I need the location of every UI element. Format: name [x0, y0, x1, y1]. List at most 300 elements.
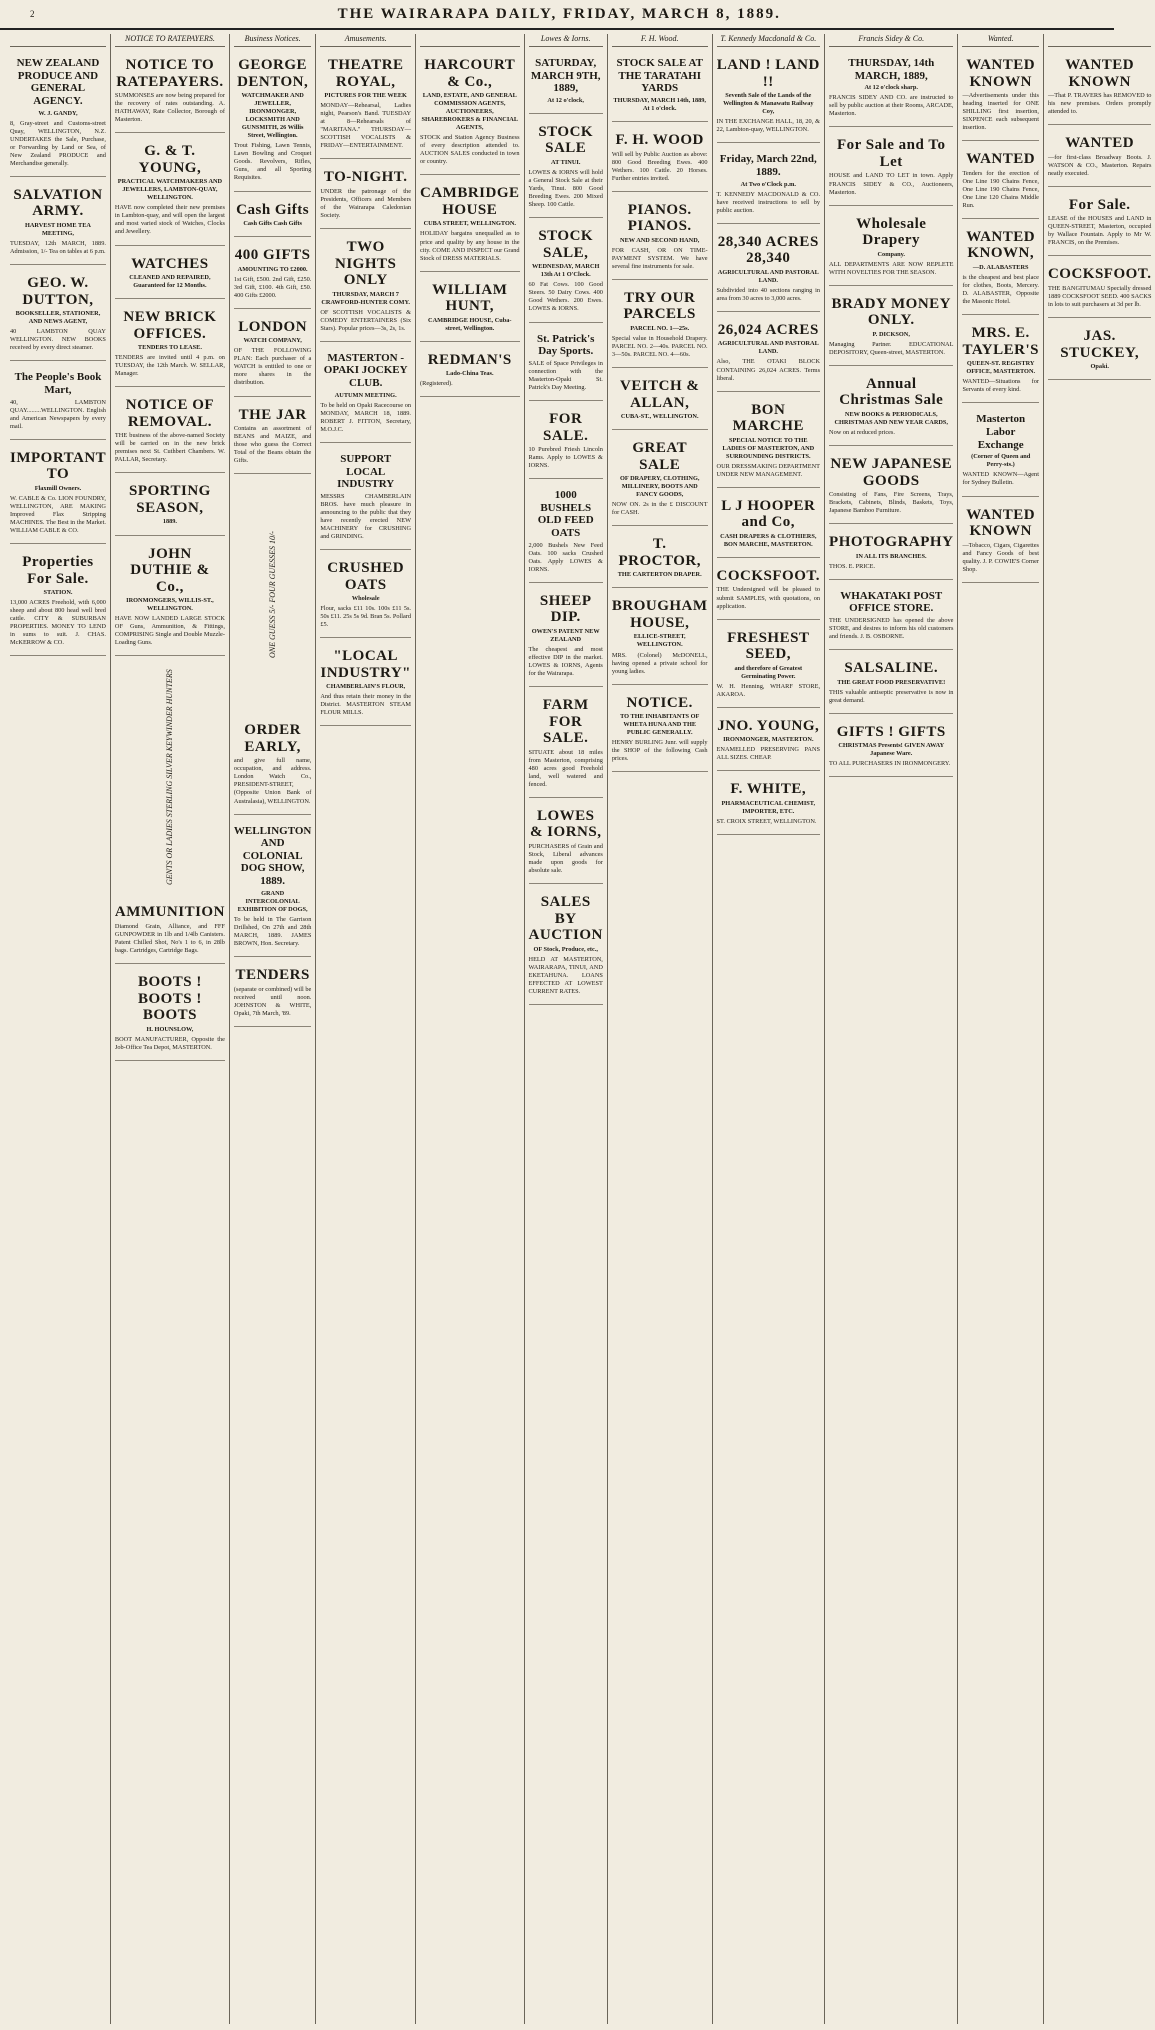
ad-body: THE UNDERSIGNED has opened the above STORE, and desires to inform his old customers and friends. J. B. OSBORNE. [829, 617, 954, 641]
ad-body: MESSRS CHAMBERLAIN BROS. have much pleasure in announcing to the public that they have recently erected NEW MACHINERY for CRUSHING and GRINDING. [320, 492, 412, 541]
advertisement [234, 961, 311, 1027]
advertisement [529, 802, 603, 884]
ad-heading: WANTED KNOWN [1065, 57, 1135, 90]
advertisement [529, 587, 603, 687]
ad-body: To be held on Opaki Racecourse on MONDAY, MARCH 18, 1889. ROBERT J. FITTON, Secretary, M.O.J.C. [320, 401, 412, 433]
advertisement [234, 401, 311, 475]
ad-body: —That P. TRAVERS has REMOVED to his new premises. Orders promptly attended to. [1047, 92, 1152, 116]
column-9 [825, 34, 958, 2024]
ad-heading: NOTICE TO RATEPAYERS. [116, 57, 224, 90]
ad-body: IN THE EXCHANGE HALL, 18, 20, & 22, Lambton-quay, WELLINGTON. [716, 118, 821, 134]
ad-subheading: CUBA-ST., WELLINGTON. [620, 413, 699, 421]
ad-heading: NEW BRICK OFFICES. [123, 309, 217, 342]
ad-heading: The People's Book Mart, [14, 371, 102, 396]
ad-body: (Registered). [420, 380, 453, 388]
ad-heading: G. & T. YOUNG, [138, 143, 202, 176]
ad-body: PURCHASERS of Grain and Stock, Liberal advances made upon goods for absolute sale. [528, 842, 603, 875]
ad-heading: NOTICE. [626, 694, 693, 711]
advertisement [529, 405, 603, 479]
advertisement [1048, 129, 1151, 187]
advertisement [529, 483, 603, 583]
ad-body: THE BANGITUMAU Specially dressed 1889 COCKSFOOT SEED. 400 SACKS in lots to suit purchasers at 3d per lb. [1047, 284, 1152, 309]
advertisement [1048, 260, 1151, 318]
ad-heading: GEO. W. DUTTON, [22, 275, 94, 308]
ad-subheading: PICTURES FOR THE WEEK [324, 92, 407, 99]
ad-body: is the cheapest and best place for clothes, Boots, Mercery. D. ALABASTER, Opposite the Masonic Hotel. [962, 274, 1039, 306]
column-header: F. H. Wood. [612, 34, 708, 47]
vertical-guess-banner: ONE GUESS 5/- FOUR GUESSES 10/- [268, 531, 278, 659]
ad-subheading: AMOUNTING TO £2000. [237, 265, 308, 273]
advertisement [420, 179, 520, 271]
ad-subheading: CHRISTMAS Presents! GIVEN AWAY Japanese Ware. [838, 742, 945, 758]
ad-subheading: GRAND INTERCOLONIAL EXHIBITION OF DOGS, [237, 889, 308, 913]
ad-subheading: OWEN'S PATENT NEW ZEALAND [531, 627, 600, 643]
ad-body: Tenders for the erection of One Line 190 Chains Fence, One Line 190 Chains Fence, One Line 120 Chains Middle Run. [962, 169, 1039, 209]
ad-body: W. CABLE & Co. LION FOUNDRY, WELLINGTON, ARE MAKING Improved Flax Stripping MACHINES. The Best in the Market. WILLIAM CABLE & CO. [10, 494, 106, 535]
ad-body: SALE of Space Privileges in connection with the Masterton-Opaki St. Patrick's Day Meeting. [528, 359, 603, 391]
advertisement [962, 145, 1039, 219]
ad-heading: COCKSFOOT. [716, 567, 821, 584]
advertisement [320, 554, 411, 638]
advertisement [420, 51, 520, 175]
ad-subheading: QUEEN-ST. REGISTRY OFFICE, MASTERTON. [966, 360, 1036, 376]
ad-heading: HARCOURT & Co., [424, 57, 516, 90]
ad-body: The cheapest and most effective DIP in the market. LOWES & IORNS, Agents for the Wairarapa. [528, 645, 603, 678]
ad-body: SITUATE about 18 miles from Masterton, comprising 480 acres good Freehold land, well watered and fenced. [528, 748, 603, 788]
advertisement [234, 313, 311, 397]
newspaper-title: THE WAIRARAPA DAILY, FRIDAY, MARCH 8, 1889. [337, 5, 781, 22]
ad-heading: FRESHEST SEED, [727, 629, 810, 663]
ad-subheading: LAND, ESTATE, AND GENERAL COMMISSION AGENTS, AUCTIONEERS, SHAREBROKERS & FINANCIAL AGENTS, [421, 92, 519, 132]
advertisement [717, 624, 820, 708]
advertisement [612, 126, 708, 192]
ad-body: LEASE of the HOUSES and LAND in QUEEN-STREET, Masterton, occupied by Wallace Fountain. Apply to Mr W. FRANCIS, on the Premises. [1047, 215, 1152, 247]
ad-subheading: SPECIAL NOTICE TO THE LADIES OF MASTERTON, AND SURROUNDING DISTRICTS. [722, 436, 815, 460]
column-4 [316, 34, 416, 2024]
ad-body: and give full name, occupation, and address. London Watch Co., PRESIDENT-STREET, (Opposite Union Bank of Australasia), WELLINGTON. [233, 757, 312, 805]
column-header: Amusements. [320, 34, 411, 47]
ad-heading: 400 GIFTS [234, 247, 311, 264]
ad-heading: REDMAN'S [427, 351, 512, 368]
ad-subheading: H. HOUNSLOW, [146, 1025, 194, 1033]
ad-heading: WANTED [1065, 135, 1135, 152]
advertisement [234, 196, 311, 238]
ad-heading: WILLIAM HUNT, [432, 281, 508, 315]
ad-heading: TRY OUR PARCELS [623, 289, 696, 323]
ad-subheading: AGRICULTURAL AND PASTORAL LAND. [717, 340, 819, 356]
ad-body: HAVE NOW LANDED LARGE STOCK OF Guns, Ammunition, & Fittings, COMPRISING Single and Double Muzzle-Loading Guns. [114, 615, 225, 647]
advertisement [829, 131, 953, 205]
ad-subheading: NEW AND SECOND HAND, [620, 236, 700, 244]
advertisement [962, 319, 1039, 403]
ad-body: MRS. (Colonel) McDONELL, having opened a private school for young ladies. [611, 651, 708, 675]
advertisement [829, 528, 953, 580]
advertisement [115, 477, 225, 535]
ad-heading: 26,024 ACRES [717, 321, 819, 338]
ad-heading: GREAT SALE [632, 440, 688, 473]
ad-subheading: Company. [877, 250, 905, 258]
ad-subheading: Lado-China Teas. [445, 370, 494, 378]
column-header [420, 34, 520, 47]
advertisement [717, 775, 820, 835]
advertisement [717, 147, 820, 223]
ad-subheading: (Corner of Queen and Perry-sts.) [971, 453, 1031, 469]
ad-body: ENAMELLED PRESERVING PANS ALL SIZES. CHEAP. [716, 746, 821, 762]
ad-heading: SATURDAY, MARCH 9TH, 1889, [530, 57, 601, 95]
ad-heading: Annual Christmas Sale [839, 375, 944, 409]
ad-heading: L J HOOPER and Co, [721, 497, 816, 531]
ad-heading: SPORTING SEASON, [129, 483, 211, 516]
advertisement [612, 530, 708, 588]
ad-body: UNDER the patronage of the Presidents, Officers and Members of the Wairarapa Caledonian Society. [320, 187, 412, 219]
ad-subheading: 1889. [162, 518, 177, 526]
ad-body: —Tobacco, Cigars, Cigarettes and Fancy Goods of best quality. J. P. COWIE'S Corner Shop. [962, 541, 1039, 573]
advertisement [115, 250, 225, 300]
ad-subheading: STATION. [43, 589, 73, 597]
ad-body: THIS valuable antiseptic preservative is now in great demand. [829, 688, 954, 704]
advertisement [115, 51, 225, 133]
masthead [0, 0, 1114, 30]
ad-heading: St. Patrick's Day Sports. [536, 332, 595, 358]
ad-subheading: PARCEL NO. 1—25s. [630, 324, 690, 332]
advertisement [829, 51, 953, 127]
ad-body: TUESDAY, 12th MARCH, 1889. Admission, 1/- Tea on tables at 6 p.m. [10, 239, 106, 256]
ad-subheading: AT TINUI. [551, 158, 581, 166]
ad-heading: T. PROCTOR, [618, 536, 701, 569]
ad-body: HOUSE and LAND TO LET in town. Apply FRANCIS SIDEY & CO., Auctioneers, Masterton. [829, 172, 954, 196]
vertical-watch-banner: GENTS OR LADIES STERLING SILVER KEYWINDER HUNTERS [165, 669, 175, 886]
ad-subheading: AUTUMN MEETING. [334, 391, 397, 399]
ad-subheading: THE CARTERTON DRAPER. [617, 571, 702, 579]
ad-heading: TENDERS [235, 967, 310, 984]
advertisement [612, 592, 708, 684]
ad-heading: Masterton Labor Exchange [976, 413, 1026, 451]
advertisement [829, 450, 953, 524]
advertisement [115, 137, 225, 245]
ad-body: Diamond Grain, Alliance, and FFF GUNPOWDER in 1lb and 1/4lb Canisters. Patent Chilled Shot, No's 1 to 6, in 28lb bags. Cartridges, Cartridge Bags. [114, 922, 225, 954]
column-1 [6, 34, 111, 2024]
ad-heading: GIFTS ! GIFTS [836, 723, 946, 740]
advertisement [829, 718, 953, 778]
ad-subheading: OF DRAPERY, CLOTHING, MILLINERY, BOOTS AND FANCY GOODS, [619, 475, 700, 499]
advertisement [529, 691, 603, 798]
column-header [1048, 34, 1151, 47]
ad-subheading: THURSDAY, MARCH 7 CRAWFORD-HUNTER COMY. [321, 290, 410, 306]
advertisement [612, 196, 708, 280]
advertisement [115, 898, 225, 964]
ad-heading: "LOCAL INDUSTRY" [320, 648, 412, 681]
ad-heading: F. H. WOOD [615, 132, 704, 149]
ad-body: MONDAY—Rehearsal, Ladies night, Pearson's Band. TUESDAY at 8—Rehearsals of "MARITANA." THURSDAY—SCOTTISH VOCALISTS & FRIDAY—ENTERTAINMENT. [320, 102, 412, 150]
ad-subheading: Flaxmill Owners. [34, 484, 82, 492]
ad-subheading: W. J. GANDY, [38, 109, 78, 117]
column-8 [713, 34, 825, 2024]
ad-body: Special value in Household Drapery. PARCEL NO. 2—40s. PARCEL NO. 3—50s. PARCEL NO. 4—60s. [611, 334, 708, 359]
ad-heading: NOTICE OF REMOVAL. [125, 397, 215, 430]
column-3 [230, 34, 316, 2024]
ad-body: T. KENNEDY MACDONALD & CO. have received instructions to sell by public auction. [716, 190, 821, 214]
ad-body: 40, LAMBTON QUAY.........WELLINGTON. English and American Newspapers by every mail. [10, 398, 106, 430]
ad-heading: THE JAR [238, 406, 307, 423]
ad-body: WANTED KNOWN—Agent for Sydney Bulletin. [962, 471, 1039, 487]
ad-body: Consisting of Fans, Fire Screens, Trays, Brackets, Cabinets, Blinds, Baskets, Toys, Japanese Bamboo Furniture. [829, 491, 954, 515]
ad-heading: LOWES & IORNS, [529, 807, 602, 841]
ad-body: ALL DEPARTMENTS ARE NOW REPLETE WITH NOVELTIES FOR THE SEASON. [829, 260, 954, 276]
ad-body: To be held in The Garrison Drillshed, On 27th and 28th MARCH, 1889. JAMES BROWN, Hon. Secretary. [233, 915, 312, 948]
advertisement [529, 118, 603, 218]
ad-body: Also, THE OTAKI BLOCK CONTAINING 26,024 ACRES. Terms liberal. [716, 358, 821, 382]
ad-subheading: CASH DRAPERS & CLOTHIERS, BON MARCHE, MASTERTON. [720, 532, 817, 548]
ad-subheading: TENDERS TO LEASE. [137, 344, 202, 352]
ad-body: ST. CROIX STREET, WELLINGTON. [716, 818, 817, 826]
ad-heading: IMPORTANT TO [10, 449, 107, 483]
ad-body: OF SCOTTISH VOCALISTS & COMEDY ENTERTAINERS (Six Stars). Popular prices—3s, 2s, 1s. [320, 308, 412, 332]
ad-body: THOS. E. PRICE. [829, 562, 876, 570]
ad-heading: F. WHITE, [730, 781, 807, 798]
ad-heading: CRUSHED OATS [327, 560, 405, 593]
ad-heading: ORDER EARLY, [244, 722, 301, 755]
ad-subheading: WATCH COMPANY, [243, 337, 302, 345]
ad-subheading: At 12 o'clock, [547, 96, 584, 104]
advertisement [529, 888, 603, 1005]
ad-subheading: PHARMACEUTICAL CHEMIST, IMPORTER, ETC. [721, 799, 816, 815]
advertisement [612, 689, 708, 773]
ad-body: FRANCIS SIDEY AND CO. are instructed to sell by public auction at their Rooms, ARCADE, Masterton. [829, 94, 954, 118]
ad-body: Managing Partner. EDUCATIONAL DEPOSITORY, Queen-street, MASTERTON. [829, 340, 954, 356]
ad-heading: WELLINGTON AND COLONIAL DOG SHOW, 1889. [233, 824, 312, 888]
advertisement [717, 228, 820, 312]
ad-body: Trout Fishing, Lawn Tennis, Lawn Bowling and Croquet Goods. Revolvers, Rifles, Guns, and all Sporting Requisites. [233, 142, 312, 182]
ad-heading: WANTED [966, 151, 1036, 168]
ad-subheading: CHAMBERLAIN'S FLOUR, [326, 683, 406, 691]
ad-body: SUMMONSES are now being prepared for the recovery of rates outstanding. A. HATHAWAY, Rate Collector, Borough of Masterton. [114, 92, 225, 124]
ad-subheading: IRONMONGERS, WILLIS-ST., WELLINGTON. [126, 597, 214, 613]
ad-body: BOOT MANUFACTURER, Opposite the Job-Office Tea Depot, MASTERTON. [114, 1035, 225, 1051]
ad-heading: Properties For Sale. [22, 554, 94, 587]
advertisement [10, 181, 106, 265]
ad-body: 40 LAMBTON QUAY WELLINGTON. NEW BOOKS received by every direct steamer. [10, 328, 106, 352]
ad-heading: STOCK SALE AT THE TARATAHI YARDS [616, 57, 703, 95]
ad-body: HENRY BURLING Junr. will supply the SHOP of the following Cash prices. [611, 739, 708, 763]
advertisement [420, 346, 520, 398]
advertisement [1048, 51, 1151, 125]
ad-heading: For Sale. [1068, 196, 1131, 213]
ad-subheading: Seventh Sale of the Lands of the Wellington & Manawatu Railway Coy, [723, 92, 814, 116]
advertisement [115, 968, 225, 1061]
ad-subheading: NEW BOOKS & PERIODICALS, CHRISTMAS AND NEW YEAR CARDS, [834, 410, 948, 426]
ad-heading: GEORGE DENTON, [237, 57, 309, 90]
ad-body: (separate or combined) will be received until noon. JOHNSTON & WHITE, Opaki, 7th March, '89. [233, 985, 312, 1017]
advertisement [529, 51, 603, 114]
ad-heading: 28,340 ACRES 28,340 [717, 233, 819, 267]
ad-heading: TO-NIGHT. [323, 169, 408, 186]
advertisement [962, 407, 1039, 496]
advertisement [829, 290, 953, 366]
ad-body: OUR DRESSMAKING DEPARTMENT UNDER NEW MANAGEMENT. [716, 462, 821, 478]
ad-subheading: —D. ALABASTERS [972, 263, 1029, 271]
advertisement [115, 303, 225, 387]
advertisement [234, 241, 311, 309]
advertisement [10, 548, 106, 656]
ad-body: 8, Gray-street and Customs-street Quay, WELLINGTON, N.Z. UNDERTAKES the Sale, Purchase, or Forwarding by Land or Sea, of New Zealand PRODUCE and Merchandise generally. [10, 119, 106, 167]
ad-subheading: CLEANED AND REPAIRED, Guaranteed for 12 Months. [129, 274, 211, 290]
ad-subheading: PRACTICAL WATCHMAKERS AND JEWELLERS, LAMBTON-QUAY, WELLINGTON. [117, 178, 223, 202]
ad-heading: BON MARCHE [732, 401, 804, 435]
ad-heading: SALSALINE. [844, 660, 939, 677]
ad-body: And thus retain their money in the District. MASTERTON STEAM FLOUR MILLS. [320, 693, 412, 717]
ad-subheading: P. DICKSON, [872, 330, 910, 338]
ad-body: —for first-class Broadway Boots. J. WATSON & CO., Masterton. Repairs neatly executed. [1047, 153, 1152, 177]
ad-subheading: THURSDAY, MARCH 14th, 1889, At 1 o'clock. [613, 96, 707, 112]
ad-subheading: ELLICE-STREET, WELLINGTON. [633, 633, 686, 649]
ad-heading: MASTERTON - OPAKI JOCKEY CLUB. [323, 351, 408, 390]
ad-heading: STOCK SALE [538, 123, 594, 157]
ad-subheading: CAMBRIDGE HOUSE, Cuba-street, Wellington. [428, 316, 512, 332]
ad-heading: WANTED KNOWN [966, 57, 1036, 90]
advertisement [962, 51, 1039, 141]
ad-heading: Wholesale Drapery [856, 215, 927, 249]
ad-subheading: Opaki. [1090, 363, 1109, 371]
ad-body: 10 Purebred Friesh Lincoln Rams. Apply to LOWES & IORNS. [528, 446, 603, 470]
ad-heading: NEW JAPANESE GOODS [830, 456, 953, 489]
ad-subheading: IRONMONGER, MASTERTON. [723, 736, 814, 744]
advertisement [1048, 191, 1151, 257]
advertisement [234, 716, 311, 814]
ad-body: HELD AT MASTERTON, WAIRARAPA, TINUI, AND EKETAHUNA. LOANS EFFECTED AT LOWEST CURRENT RATES. [528, 955, 603, 995]
ad-heading: MRS. E. TAYLER'S [962, 325, 1039, 358]
advertisement [829, 210, 953, 286]
ad-body: TENDERS are invited until 4 p.m. on TUESDAY, the 12th March. W. SELLAR, Manager. [114, 354, 225, 378]
ad-heading: SUPPORT LOCAL INDUSTRY [337, 452, 395, 491]
ad-heading: VEITCH & ALLAN, [619, 378, 700, 411]
ad-subheading: THE GREAT FOOD PRESERVATIVE! [837, 678, 946, 686]
ad-heading: 1000 BUSHELS OLD FEED OATS [537, 489, 594, 540]
column-header: Wanted. [962, 34, 1039, 47]
ad-body: Subdivided into 40 sections ranging in area from 30 acres to 3,000 acres. [716, 286, 821, 302]
ad-body: Now on at reduced prices. [829, 428, 895, 436]
advertisement [529, 327, 603, 401]
advertisement [320, 447, 411, 550]
advertisement [612, 434, 708, 526]
ad-body: THE business of the above-named Society will be carried on in the new brick premises next St. Cuthbert Chambers. W. PALLAR, Secretary. [114, 432, 225, 464]
ad-heading: WATCHES [131, 255, 209, 272]
column-header: NOTICE TO RATEPAYERS. [115, 34, 225, 47]
ad-subheading: HARVEST HOME TEA MEETING, [24, 221, 91, 237]
ad-heading: CAMBRIDGE HOUSE [420, 185, 520, 218]
advertisement [717, 712, 820, 772]
advertisement [529, 222, 603, 322]
column-header: Francis Sidey & Co. [829, 34, 953, 47]
advertisement [10, 444, 106, 544]
ad-heading: SALVATION ARMY. [13, 186, 103, 220]
ad-heading: BRADY MONEY ONLY. [831, 295, 951, 329]
advertisement [320, 642, 411, 726]
advertisement [320, 346, 411, 443]
ad-heading: BOOTS ! BOOTS ! BOOTS [137, 974, 202, 1023]
advertisement [320, 163, 411, 229]
ad-body: Will sell by Public Auction as above: 800 Good Breeding Ewes. 400 Wethers. 100 Cattle. 20 Horses. Further entries invited. [611, 150, 708, 182]
advertisement [829, 654, 953, 714]
ad-heading: JOHN DUTHIE & Co., [130, 545, 210, 595]
ad-subheading: and therefore of Greatest Germinating Power. [734, 664, 803, 680]
column-5 [416, 34, 525, 2024]
advertisement [717, 492, 820, 558]
ad-body: THE Undersigned will be pleased to submit SAMPLES, with quotations, on application. [716, 586, 821, 610]
advertisement [612, 284, 708, 368]
column-header: Lowes & Iorns. [529, 34, 603, 47]
column-2 [111, 34, 230, 2024]
ad-heading: PIANOS. PIANOS. [627, 201, 692, 235]
ad-heading: NEW ZEALAND PRODUCE AND GENERAL AGENCY. [16, 57, 100, 107]
ad-body: WANTED—Situations for Servants of every kind. [962, 378, 1039, 394]
advertisement [115, 391, 225, 473]
ad-body: Contains an assortment of BEANS and MAIZE, and those who guess the Correct Total of the Beans obtain the Gifts. [233, 425, 312, 465]
ad-heading: STOCK SALE, [538, 228, 594, 261]
ad-heading: JAS. STUCKEY, [1060, 328, 1140, 361]
advertisement [829, 370, 953, 446]
advertisement [320, 51, 411, 159]
ad-body: Flour, sacks £11 10s. 100s £11 5s. 50s £11. 25s 5s 9d. Bran 5s. Pollard £5. [320, 605, 412, 629]
column-header [10, 34, 106, 47]
ad-subheading: Cash Gifts Cash Gifts [243, 220, 302, 228]
ad-heading: COCKSFOOT. [1047, 266, 1152, 283]
advertisement [320, 233, 411, 342]
newspaper-page [6, 34, 1152, 2024]
ad-heading: SHEEP DIP. [539, 592, 592, 626]
advertisement [717, 51, 820, 143]
advertisement [234, 51, 311, 192]
advertisement [234, 819, 311, 958]
ad-body: OF THE FOLLOWING PLAN: Each purchaser of a WATCH is entitled to one or more shares in the distribution. [233, 347, 312, 387]
ad-body: NOW ON. 2s in the £ DISCOUNT for CASH. [611, 501, 708, 517]
ad-subheading: TO THE INHABITANTS OF WHETA HUNA AND THE PUBLIC GENERALLY. [620, 713, 700, 737]
ad-heading: PHOTOGRAPHY [829, 534, 954, 551]
ad-heading: For Sale and To Let [836, 137, 946, 170]
column-header: Business Notices. [234, 34, 311, 47]
ad-subheading: IN ALL ITS BRANCHES. [855, 552, 927, 560]
ad-body: HAVE now completed their new premises in Lambton-quay, and will open the largest and most varied stock of Watches, Clocks and Jewellery. [114, 204, 225, 236]
ad-heading: FARM FOR SALE. [542, 697, 589, 747]
ad-body: 13,000 ACRES Freehold, with 6,000 sheep and about 800 head well bred cattle. CITY & SUBURBAN PROPERTIES. MONEY TO LEND in sums to suit. J. CHAS. McKERROW & CO. [10, 599, 106, 647]
ad-heading: TWO NIGHTS ONLY [335, 239, 397, 289]
ad-subheading: BOOKSELLER, STATIONER, AND NEWS AGENT, [15, 310, 101, 326]
advertisement [962, 223, 1039, 315]
ad-heading: BROUGHAM HOUSE, [611, 598, 708, 631]
ad-heading: THEATRE ROYAL, [327, 57, 404, 90]
ad-heading: JNO. YOUNG, [717, 717, 820, 734]
ad-body: W. H. Henning, WHARF STORE, AKAROA. [716, 682, 821, 698]
ad-subheading: At 12 o'clock sharp. [864, 84, 918, 92]
ad-heading: LAND ! LAND !! [716, 57, 820, 90]
ad-subheading: AGRICULTURAL AND PASTORAL LAND. [717, 268, 819, 284]
ad-heading: Cash Gifts [236, 201, 310, 218]
advertisement [612, 372, 708, 430]
advertisement [115, 540, 225, 657]
ad-subheading: CUBA STREET, WELLINGTON. [423, 220, 516, 228]
ad-heading: LONDON [238, 318, 308, 335]
ad-body: TO ALL PURCHASERS IN IRONMONGERY. [829, 760, 951, 768]
advertisement [962, 501, 1039, 583]
advertisement [1048, 322, 1151, 380]
advertisement [10, 51, 106, 177]
column-6 [525, 34, 608, 2024]
ad-subheading: Wholesale [351, 595, 380, 603]
ad-body: 1st Gift, £500. 2nd Gift, £250. 3rd Gift, £100. 4th Gift, £50. 400 Gifts £2000. [233, 275, 312, 299]
advertisement [10, 365, 106, 439]
ad-body: FOR CASH, OR ON TIME-PAYMENT SYSTEM. We have several fine instruments for sale. [611, 246, 708, 270]
column-10 [958, 34, 1044, 2024]
advertisement [717, 562, 820, 620]
